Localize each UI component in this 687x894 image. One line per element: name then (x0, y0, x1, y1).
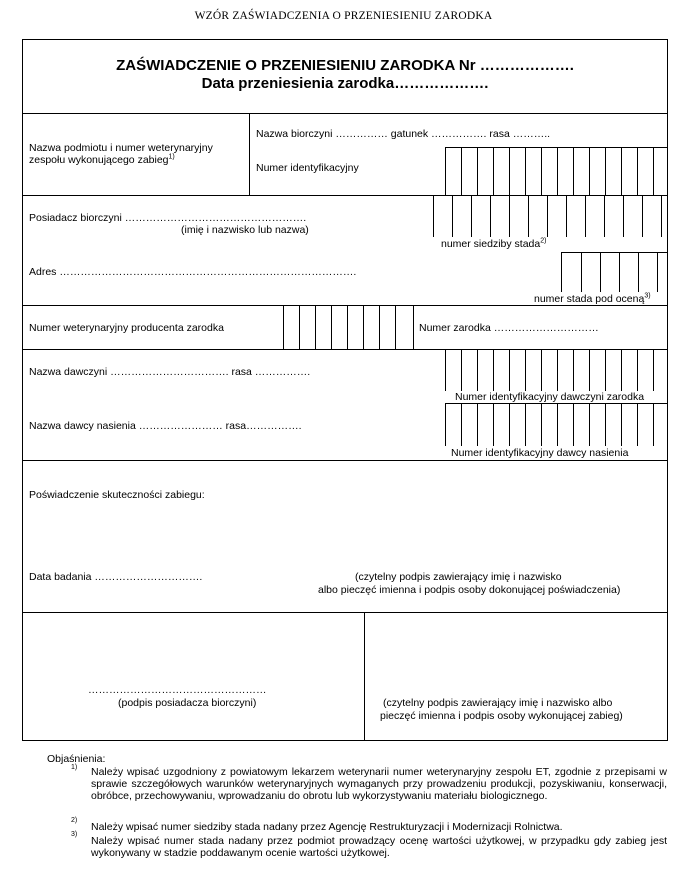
donor-line: Nazwa dawczyni ……………………………. rasa ……………. (29, 366, 311, 378)
owner-line: Posiadacz biorczyni ……………………………………………. (29, 212, 307, 224)
divider (22, 612, 668, 613)
semen-donor-line: Nazwa dawcy nasienia …………………… rasa……………. (29, 420, 302, 432)
semen-donor-id-label: Numer identyfikacyjny dawcy nasienia (451, 447, 629, 459)
notes-heading: Objaśnienia: (47, 753, 106, 765)
divider (364, 612, 365, 741)
evaluated-herd-grid[interactable] (561, 252, 668, 292)
note-1: Należy wpisać uzgodniony z powiatowym lekarzem weterynarii numer weterynaryjny zespołu ET, zgodnie z przepisami w sprawie szczegółowych warunków weterynaryjnych wymaganych przy prowadzeniu produkcji, pozyskiwaniu, konserwacji, obróbce, przechowywaniu, wprowadzaniu do obrotu lub wykorzystywaniu materiału biologicznego. (91, 766, 667, 802)
owner-signature-caption: (podpis posiadacza biorczyni) (118, 697, 257, 709)
note-2: Należy wpisać numer siedziby stada nadany przez Agencję Restrukturyzacji i Modernizacji Rolnictwa. (91, 821, 563, 833)
confirmation-signature-caption: albo pieczęć imienna i podpis osoby dokonującej poświadczenia) (318, 584, 621, 596)
donor-id-grid[interactable] (445, 349, 668, 391)
team-label: Nazwa podmiotu i numer weterynaryjny zespołu wykonującego zabieg$^{1)}$ (29, 142, 213, 166)
certificate-title: ZAŚWIADCZENIE O PRZENIESIENIU ZARODKA Nr ………………. (116, 57, 574, 74)
owner-signature-line: …………………………………………… (88, 684, 267, 696)
recipient-id-grid[interactable] (445, 147, 668, 195)
divider (22, 113, 668, 114)
team-signature-caption: (czytelny podpis zawierający imię i nazwisko albo (383, 697, 613, 709)
address-line: Adres …………………………………………………………………………. (29, 266, 357, 278)
evaluated-herd-label: numer stada pod oceną$^{3)}$ (534, 292, 651, 305)
semen-donor-id-grid[interactable] (445, 403, 668, 446)
note-marker: 2) (71, 817, 78, 824)
note-marker: 3) (71, 831, 78, 838)
herd-number-label: numer siedziby stada$^{2)}$ (441, 237, 547, 250)
exam-date: Data badania …………………………. (29, 571, 203, 583)
note-3: Należy wpisać numer stada nadany przez podmiot prowadzący ocenę wartości użytkowej, w przypadku gdy zabieg jest wykonywany w stadzie poddawanym ocenie wartości użytkowej. (91, 835, 667, 859)
note-marker: 1) (71, 764, 78, 771)
producer-label: Numer weterynaryjny producenta zarodka (29, 322, 224, 334)
donor-id-label: Numer identyfikacyjny dawczyni zarodka (455, 391, 645, 403)
producer-number-grid[interactable] (283, 305, 414, 349)
divider (22, 460, 668, 461)
recipient-id-label: Numer identyfikacyjny (256, 162, 359, 174)
confirmation-label: Poświadczenie skuteczności zabiegu: (29, 489, 205, 501)
recipient-line: Nazwa biorczyni …………… gatunek ……………. rasa ……….. (256, 128, 551, 140)
embryo-number: Numer zarodka ………………………… (419, 322, 599, 334)
owner-hint: (imię i nazwisko lub nazwa) (181, 224, 309, 236)
transfer-date: Data przeniesienia zarodka………………. (201, 75, 489, 92)
divider (249, 113, 250, 195)
document-header: WZÓR ZAŚWIADCZENIA O PRZENIESIENIU ZARODKA (194, 10, 493, 22)
team-signature-caption: pieczęć imienna i podpis osoby wykonującej zabieg) (380, 710, 623, 722)
herd-number-grid[interactable] (433, 195, 668, 237)
confirmation-signature-caption: (czytelny podpis zawierający imię i nazwisko (355, 571, 562, 583)
